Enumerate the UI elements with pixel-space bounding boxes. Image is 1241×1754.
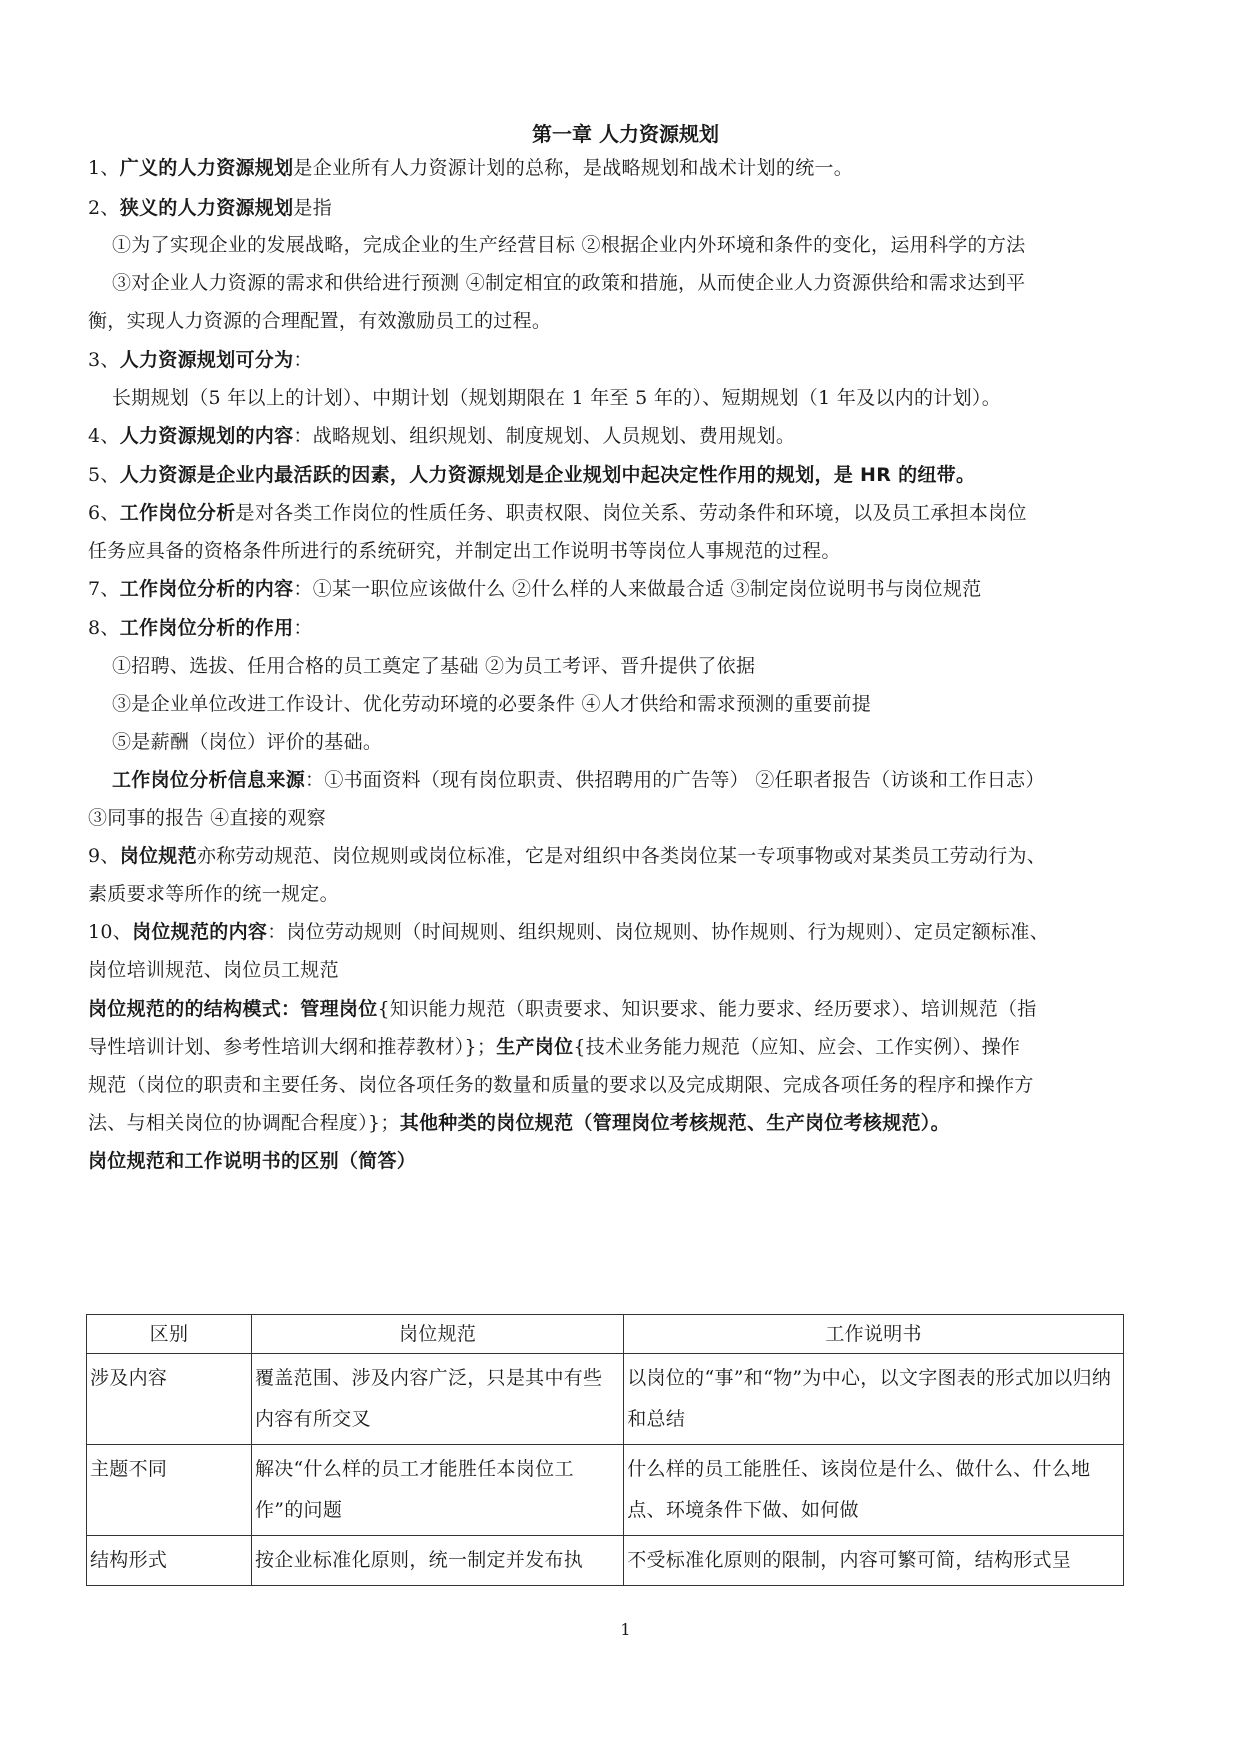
paragraph-text: 是指 <box>293 197 333 219</box>
table-cell: 什么样的员工能胜任、该岗位是什么、做什么、什么地点、环境条件下做、如何做 <box>624 1445 1124 1536</box>
paragraph-6 <box>88 501 1168 525</box>
paragraph-text: 是企业所有人力资源计划的总称，是战略规划和战术计划的统一。 <box>293 157 854 179</box>
paragraph-2 <box>88 196 1168 220</box>
paragraph-text: {技术业务能力规范（应知、应会、工作实例）、操作 <box>573 1036 1021 1058</box>
item-number: 1、 <box>88 157 120 179</box>
paragraph-2-line-2: ③对企业人力资源的需求和供给进行预测 ④制定相宜的政策和措施，从而使企业人力资源供给和需求达到平 <box>112 272 1026 294</box>
paragraph-9-line-2: 素质要求等所作的统一规定。 <box>88 883 339 905</box>
column-header: 工作说明书 <box>624 1315 1124 1354</box>
bold-term: 生产岗位 <box>496 1036 574 1058</box>
bold-term: 岗位规范的的结构模式：管理岗位 <box>88 998 378 1020</box>
item-number: 10、 <box>88 921 133 943</box>
table-cell: 主题不同 <box>87 1445 252 1536</box>
paragraph-text: {知识能力规范（职责要求、知识要求、能力要求、经历要求）、培训规范（指 <box>377 998 1037 1020</box>
column-header: 岗位规范 <box>251 1315 623 1354</box>
table-cell: 以岗位的“事”和“物”为中心，以文字图表的形式加以归纳和总结 <box>624 1354 1124 1445</box>
info-sources <box>112 768 1192 792</box>
table-row <box>87 1445 1124 1536</box>
paragraph-text: ：战略规划、组织规划、制度规划、人员规划、费用规划。 <box>293 425 796 447</box>
paragraph-8-line-3: ⑤是薪酬（岗位）评价的基础。 <box>112 731 383 753</box>
bold-term: 岗位规范 <box>119 845 197 867</box>
comparison-table <box>86 1314 1124 1586</box>
bold-term: 其他种类的岗位规范（管理岗位考核规范、生产岗位考核规范）。 <box>399 1112 950 1134</box>
paragraph-9 <box>88 844 1168 868</box>
bold-term: 人力资源规划可分为 <box>119 349 294 371</box>
bold-term: 人力资源是企业内最活跃的因素，人力资源规划是企业规划中起决定性作用的规划，是 HR 的纽带。 <box>119 464 976 486</box>
paragraph-8-line-1: ①招聘、选拔、任用合格的员工奠定了基础 ②为员工考评、晋升提供了依据 <box>112 655 756 677</box>
item-number: 2、 <box>88 197 120 219</box>
table-cell: 按企业标准化原则，统一制定并发布执 <box>251 1536 623 1586</box>
paragraph-10-line-2: 岗位培训规范、岗位员工规范 <box>88 959 339 981</box>
structure-line-4 <box>88 1111 1168 1135</box>
paragraph-1 <box>88 156 1168 180</box>
paragraph-text: ：①某一职位应该做什么 ②什么样的人来做最合适 ③制定岗位说明书与岗位规范 <box>293 578 982 600</box>
paragraph-7 <box>88 577 1168 601</box>
bold-term: 工作岗位分析的作用 <box>119 617 294 639</box>
paragraph-text: ：①书面资料（现有岗位职责、供招聘用的广告等） ②任职者报告（访谈和工作日志） <box>305 769 1045 791</box>
paragraph-text: 导性培训计划、参考性培训大纲和推荐教材）}； <box>88 1036 497 1058</box>
table-row <box>87 1354 1124 1445</box>
structure-line-1 <box>88 997 1168 1021</box>
item-number: 4、 <box>88 425 120 447</box>
item-number: 8、 <box>88 617 120 639</box>
table-cell: 涉及内容 <box>87 1354 252 1445</box>
paragraph-8 <box>88 616 1168 640</box>
column-header: 区别 <box>87 1315 252 1354</box>
paragraph-text: 亦称劳动规范、岗位规则或岗位标准，它是对组织中各类岗位某一专项事物或对某类员工劳动行为、 <box>196 845 1047 867</box>
paragraph-text: ：岗位劳动规则（时间规则、组织规则、岗位规则、协作规则、行为规则）、定员定额标准、 <box>267 921 1049 943</box>
item-number: 3、 <box>88 349 120 371</box>
comparison-heading: 岗位规范和工作说明书的区别（简答） <box>88 1150 417 1172</box>
page-number: 1 <box>620 1620 631 1639</box>
paragraph-6-line-2: 任务应具备的资格条件所进行的系统研究，并制定出工作说明书等岗位人事规范的过程。 <box>88 540 841 562</box>
table-cell: 解决“什么样的员工才能胜任本岗位工作”的问题 <box>251 1445 623 1536</box>
table-cell: 不受标准化原则的限制，内容可繁可简，结构形式呈 <box>624 1536 1124 1586</box>
structure-line-2 <box>88 1035 1168 1059</box>
paragraph-5 <box>88 463 1168 487</box>
paragraph-2-line-1: ①为了实现企业的发展战略，完成企业的生产经营目标 ②根据企业内外环境和条件的变化，运用科学的方法 <box>112 234 1026 256</box>
bold-term: 工作岗位分析信息来源 <box>112 769 306 791</box>
bold-term: 人力资源规划的内容 <box>119 425 294 447</box>
item-number: 9、 <box>88 845 120 867</box>
table-cell: 结构形式 <box>87 1536 252 1586</box>
paragraph-4 <box>88 424 1168 448</box>
chapter-title: 第一章 人力资源规划 <box>532 122 719 146</box>
item-number: 6、 <box>88 502 120 524</box>
paragraph-text: ： <box>293 617 313 639</box>
structure-line-3: 规范（岗位的职责和主要任务、岗位各项任务的数量和质量的要求以及完成期限、完成各项任务的程序和操作方 <box>88 1074 1034 1096</box>
paragraph-10 <box>88 920 1168 944</box>
table-row <box>87 1536 1124 1586</box>
paragraph-text: ： <box>293 349 313 371</box>
paragraph-3-line-1: 长期规划（5 年以上的计划）、中期计划（规划期限在 1 年至 5 年的）、短期规划（1 年及以内的计划）。 <box>112 387 1001 409</box>
bold-term: 工作岗位分析的内容 <box>119 578 294 600</box>
paragraph-text: 是对各类工作岗位的性质任务、职责权限、岗位关系、劳动条件和环境，以及员工承担本岗位 <box>235 502 1027 524</box>
paragraph-text: 法、与相关岗位的协调配合程度）}； <box>88 1112 400 1134</box>
bold-term: 广义的人力资源规划 <box>119 157 294 179</box>
item-number: 7、 <box>88 578 120 600</box>
paragraph-2-line-3: 衡，实现人力资源的合理配置，有效激励员工的过程。 <box>88 310 552 332</box>
bold-term: 工作岗位分析 <box>119 502 236 524</box>
bold-term: 岗位规范的内容 <box>132 921 268 943</box>
paragraph-3 <box>88 348 1168 372</box>
table-cell: 覆盖范围、涉及内容广泛，只是其中有些内容有所交叉 <box>251 1354 623 1445</box>
info-sources-line-2: ③同事的报告 ④直接的观察 <box>88 807 326 829</box>
item-number: 5、 <box>88 464 120 486</box>
table-header-row <box>87 1315 1124 1354</box>
paragraph-8-line-2: ③是企业单位改进工作设计、优化劳动环境的必要条件 ④人才供给和需求预测的重要前提 <box>112 693 872 715</box>
bold-term: 狭义的人力资源规划 <box>119 197 294 219</box>
